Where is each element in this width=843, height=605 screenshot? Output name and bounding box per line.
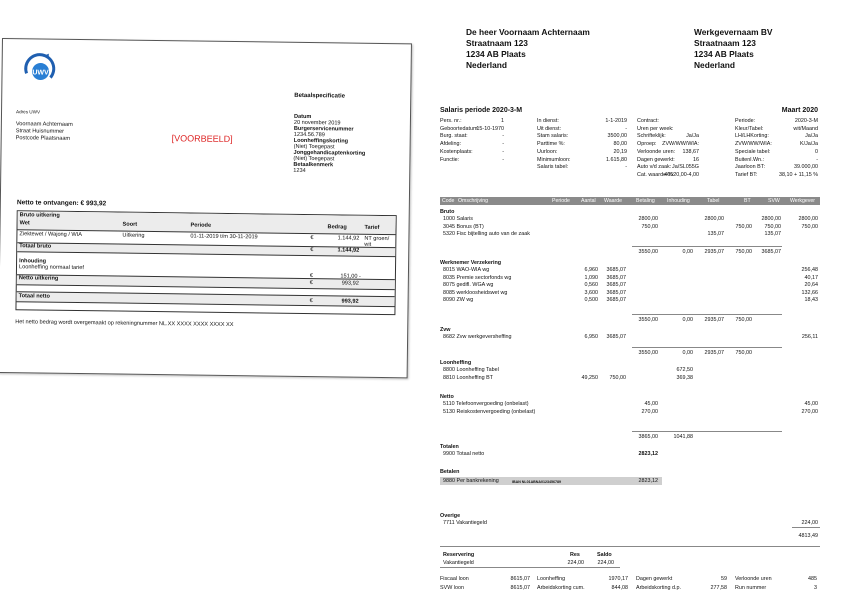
cell-inhouding: 369,38	[676, 374, 693, 381]
header-field-value: 1.615,80	[606, 156, 627, 163]
cum-value: 844,08	[611, 585, 628, 591]
iban: IBAN NL01ABNA0123456789	[512, 480, 561, 484]
col-wet: Wet	[19, 220, 30, 227]
reservation-item: Vakantiegeld	[443, 560, 474, 566]
line-item: 8800 Loonheffing Tabel	[443, 367, 499, 373]
cell-betaling: 750,00	[641, 223, 658, 230]
total-tabel: 2935,07	[704, 249, 724, 255]
header-field-label: Salaris tabel:	[537, 164, 569, 171]
col-waarde: Waarde	[604, 198, 622, 204]
header-field-value: 138,67	[682, 148, 699, 155]
row-tarief: wit	[364, 241, 372, 248]
cum-label: Run nummer	[735, 585, 767, 591]
cell-betaling: 45,00	[644, 401, 658, 407]
cell-tabel: 135,07	[707, 231, 724, 238]
inhouding-label: Inhouding	[19, 258, 47, 265]
header-field-value: -	[502, 156, 504, 163]
cell-wg: 224,00	[801, 520, 818, 526]
line-item: 8090 ZW wg	[443, 297, 474, 304]
header-field-label: Contract:	[637, 118, 659, 124]
header-field-value: -	[816, 156, 818, 163]
cell-wg: 20,64	[804, 282, 818, 289]
line-item: 1000 Salaris	[443, 216, 473, 222]
info-label: Datum	[293, 113, 312, 121]
header-field-value: -	[502, 133, 504, 140]
total-betaling: 3550,00	[638, 317, 658, 323]
section-bruto-uitkering: Bruto uitkering	[19, 212, 60, 219]
line-item: 8085 werkloosheidswet wg	[443, 289, 508, 296]
info-label: Loonheffingskorting	[293, 137, 349, 145]
header-field-value: -	[502, 141, 504, 148]
cum-value: 485	[808, 576, 817, 582]
cell-aantal: 0,560	[584, 282, 598, 289]
total-tabel: 2935,07	[704, 350, 724, 356]
cell-wg: 270,00	[801, 408, 818, 415]
uwv-payment-specification	[0, 38, 412, 378]
cell-wg: 256,48	[801, 267, 818, 273]
col-aantal: Aantal	[581, 198, 596, 204]
betaling-value: 2823,12	[638, 478, 658, 484]
header-field-label: Afdeling:	[440, 141, 461, 148]
employer-street: Straatnaam 123	[694, 38, 756, 48]
table-header-bar	[440, 197, 820, 205]
section-label: Totalen	[440, 444, 459, 450]
cum-value: 277,58	[710, 585, 727, 591]
col-tarief: Tarief	[364, 224, 380, 231]
total-inhouding: 0,00	[682, 317, 693, 323]
header-field-label: Auto v/d zaak:	[637, 164, 672, 171]
total-bt: 750,00	[735, 350, 752, 356]
total-tabel: 2935,07	[704, 317, 724, 323]
header-field-label: Kleur/Tabel:	[735, 125, 764, 132]
divider	[632, 347, 782, 348]
header-field-label: Uren per week:	[637, 125, 674, 132]
total-inhouding: 0,00	[682, 350, 693, 356]
line-item: 8015 WAO-WIA wg	[443, 267, 490, 273]
row-tarief: NT groen/	[364, 235, 390, 243]
line-item: 5110 Telefoonvergoeding (onbelast)	[443, 401, 529, 407]
total-svw: 3685,07	[761, 249, 781, 255]
row-soort: Uitkering	[122, 232, 145, 239]
cell-wg: 132,66	[801, 289, 818, 296]
info-label: Jonggehandicaptenkorting	[293, 149, 366, 157]
info-value: 20 november 2019	[293, 119, 341, 127]
header-field-value: -	[502, 148, 504, 155]
header-field-value: 40520,00-4,00	[664, 171, 699, 178]
svg-text:UWV: UWV	[32, 69, 49, 77]
slip-title: Salaris periode 2020-3-M	[440, 107, 523, 114]
info-value: 1234	[293, 167, 306, 174]
section-label: Bruto	[440, 209, 455, 215]
header-field-value: 15-10-1970	[476, 125, 504, 132]
totaal-netto-label: Totaal netto	[18, 293, 50, 300]
divider	[440, 546, 820, 547]
cell-wg: 2800,00	[798, 216, 818, 222]
cell-aantal: 6,960	[584, 267, 598, 273]
cum-label: Loonheffing	[537, 576, 566, 582]
header-field-value: 1-1-2019	[605, 118, 627, 124]
header-field-value: Ja/Ja	[805, 133, 818, 140]
total-betaling: 3550,00	[638, 350, 658, 356]
header-field-label: Tarief BT:	[735, 171, 758, 178]
example-stamp: [VOORBEELD]	[171, 133, 233, 145]
currency: €	[310, 247, 314, 254]
col-bedrag: Bedrag	[327, 224, 347, 231]
info-label: Burgerservicenummer	[293, 125, 354, 133]
header-field-label: Minimumloon:	[537, 156, 571, 163]
cell-waarde: 3685,07	[606, 297, 626, 304]
total-betaling: 3550,00	[638, 249, 658, 255]
header-field-label: Functie:	[440, 156, 460, 163]
divider	[440, 567, 620, 568]
header-field-label: Burg. staat:	[440, 133, 468, 140]
netto-to-receive: Netto te ontvangen: € 993,92	[16, 199, 107, 208]
header-field-value: 0	[815, 148, 818, 155]
header-field-label: Geboortedatum:	[440, 125, 479, 132]
header-field-value: 80,00	[613, 141, 627, 148]
res-label: Res	[570, 552, 580, 558]
header-field-label: Verloonde uren:	[637, 148, 676, 155]
line-item: 8035 Premie sectorfonds wg	[443, 274, 512, 281]
cell-tabel: 2800,00	[704, 216, 724, 222]
divider	[632, 431, 782, 432]
col-periode: Periode	[552, 198, 570, 204]
saldo-value: 224,00	[597, 560, 614, 566]
col-inhouding: Inhouding	[667, 198, 690, 204]
line-item: 3045 Bonus (BT)	[443, 223, 484, 230]
header-field-value: 2020-3-M	[794, 118, 818, 124]
sender-address: Adres UWV	[16, 109, 41, 115]
col-omschrijving: Omschrijving	[458, 198, 488, 204]
col-bt: BT	[744, 198, 751, 204]
currency: €	[309, 280, 313, 287]
header-field-label: Uurloon:	[537, 148, 558, 155]
col-soort: Soort	[122, 221, 138, 228]
total-bt: 750,00	[735, 249, 752, 255]
section-label: Loonheffing	[440, 360, 472, 366]
cum-value: 8615,07	[510, 585, 530, 591]
total-inhouding: 1041,88	[673, 434, 693, 440]
cell-bt: 750,00	[735, 223, 752, 230]
cum-label: SVW loon	[440, 585, 464, 591]
line-item: 9900 Totaal netto	[443, 451, 485, 457]
netto-uitkering-value: 993,92	[341, 280, 359, 287]
cell-wg: 18,43	[804, 297, 818, 304]
header-field-value: 38,10 + 11,15 %	[778, 171, 818, 178]
col-periode: Periode	[190, 222, 212, 229]
header-field-label: In dienst:	[537, 118, 559, 124]
header-field-label: Schrifteklijk:	[637, 133, 666, 140]
header-field-label: Stam salaris:	[537, 133, 569, 140]
info-value: 1234.56.789	[293, 131, 325, 139]
cell-wg: 750,00	[801, 223, 818, 230]
header-field-label: Buitenl.Wn.:	[735, 156, 765, 163]
divider	[632, 314, 782, 315]
total-bt: 750,00	[735, 317, 752, 323]
cum-label: Arbeidskorting d.p.	[636, 585, 681, 591]
cell-waarde: 3685,07	[606, 289, 626, 296]
header-field-label: Dagen gewerkt:	[637, 156, 675, 163]
col-svw: SVW	[768, 198, 780, 204]
header-field-value: Ja/SL055G	[672, 164, 699, 171]
currency: €	[309, 273, 314, 280]
cum-value: 3	[814, 585, 817, 591]
section-label: Werknemer Verzekering	[440, 260, 502, 266]
col-werkgever: Werkgever	[790, 198, 815, 204]
col-tabel: Tabel	[707, 198, 720, 204]
header-field-label: Kostenplaats:	[440, 148, 473, 155]
cum-label: Dagen gewerkt	[636, 576, 673, 582]
header-field-label: Parttime %:	[537, 141, 565, 148]
section-label: Zvw	[440, 327, 451, 333]
employer-city: 1234 AB Plaats	[694, 49, 754, 59]
row-wet: Ziektewet / Wajong / WIA	[19, 231, 83, 239]
line-item: 7711 Vakantiegeld	[443, 520, 487, 526]
header-field-label: ZVW/WW/WIA:	[735, 141, 772, 148]
employee-city: 1234 AB Plaats	[466, 49, 526, 59]
header-field-label: Speciale tabel:	[735, 148, 771, 155]
cell-wg: 256,11	[801, 334, 818, 340]
inhouding-item: Loonheffing normaal tarief	[18, 264, 84, 272]
header-field-label: LH/LHKorting:	[735, 133, 769, 140]
header-field-value: Ja/Ja	[686, 133, 699, 140]
reservation-header: Reservering	[443, 552, 475, 558]
header-field-value: -	[625, 125, 627, 132]
recipient-city: Postcode Plaatsnaam	[15, 135, 71, 142]
grand-total: 4813,49	[798, 533, 818, 539]
currency: €	[310, 235, 314, 242]
footer-note: Het netto bedrag wordt overgemaakt op rekeningnummer NL.XX XXXX XXXX XXXX XX	[15, 319, 234, 329]
cell-aantal: 6,950	[584, 334, 598, 340]
employee-name: De heer Voornaam Achternaam	[466, 27, 590, 37]
cum-label: Verloonde uren	[735, 576, 772, 582]
cell-waarde: 3685,07	[606, 267, 626, 273]
divider	[632, 246, 782, 247]
line-item: 8075 gedifl. WGA wg	[443, 282, 494, 289]
info-value: (Niet) Toegepast	[293, 155, 335, 163]
cell-aantal: 49,250	[581, 374, 598, 381]
cell-betaling: 2800,00	[638, 216, 658, 222]
header-field-value: ZVW/WW/WIA:	[662, 141, 699, 148]
cell-wg: 40,17	[804, 274, 818, 281]
header-field-label: Oproep:	[637, 141, 657, 148]
cell-svw: 2800,00	[761, 216, 781, 222]
header-field-value: -	[625, 164, 627, 171]
cell-waarde: 3685,07	[606, 282, 626, 289]
employer-name: Werkgevernaam BV	[694, 27, 773, 37]
employee-street: Straatnaam 123	[466, 38, 528, 48]
totaal-netto-value: 993,92	[341, 298, 359, 305]
line-item: 5320 Fisc bijtelling auto van de zaak	[443, 231, 530, 238]
res-value: 224,00	[567, 560, 584, 566]
cum-value: 8615,07	[510, 576, 530, 582]
recipient-street: Straat Huisnummer	[15, 128, 65, 135]
header-field-label: Jaarloon BT:	[735, 164, 765, 171]
employee-country: Nederland	[466, 60, 507, 70]
header-field-label: Pers. nr.:	[440, 118, 462, 124]
inhouding-value: 151,00 -	[340, 273, 361, 280]
line-item: 9880 Per bankrekening	[443, 478, 499, 484]
cell-aantal: 0,500	[584, 297, 598, 304]
cell-waarde: 750,00	[609, 374, 626, 381]
slip-month: Maart 2020	[781, 107, 818, 114]
section-label: Betalen	[440, 469, 460, 475]
cum-value: 59	[721, 576, 727, 582]
cell-betaling: 270,00	[641, 408, 658, 415]
divider	[792, 527, 820, 528]
header-field-value: K/Ja/Ja	[800, 141, 818, 148]
header-field-label: Cat. waarde-%:	[637, 171, 675, 178]
cell-waarde: 3685,07	[606, 334, 626, 340]
cum-label: Fiscaal loon	[440, 576, 469, 582]
header-field-label: Uit dienst:	[537, 125, 561, 132]
section-label: Netto	[440, 394, 454, 400]
totaal-bruto-label: Totaal bruto	[19, 243, 52, 250]
row-periode: 01-11-2019 t/m 30-11-2019	[190, 233, 258, 241]
header-field-label: Periode:	[735, 118, 756, 124]
cell-inhouding: 672,50	[676, 367, 693, 373]
row-bedrag: 1.144,92	[337, 235, 360, 242]
info-value: (Niet) Toegepast	[293, 143, 335, 151]
cell-wg: 45,00	[804, 401, 818, 407]
totaal-bruto-value: 1.144,92	[337, 247, 360, 254]
header-field-value: wit/Maand	[793, 125, 818, 132]
line-item: 8682 Zvw werkgeversheffing	[443, 334, 512, 340]
cum-label: Arbeidskorting cum.	[537, 585, 585, 591]
total-betaling: 3865,00	[638, 434, 658, 440]
cell-waarde: 3685,07	[606, 274, 626, 281]
netto-uitkering-label: Netto uitkering	[18, 275, 59, 282]
uwv-logo-icon	[18, 51, 58, 86]
recipient-name: Voornaam Achternaam	[15, 121, 73, 128]
payment-table	[15, 210, 396, 315]
col-betaling: Betaling	[636, 198, 655, 204]
cum-value: 1970,17	[608, 576, 628, 582]
cell-svw: 750,00	[764, 223, 781, 230]
header-field-value: 3500,00	[607, 133, 627, 140]
section-label: Overige	[440, 513, 461, 519]
cell-aantal: 3,600	[584, 289, 598, 296]
header-field-value: 16	[693, 156, 699, 163]
currency: €	[309, 298, 313, 305]
employer-country: Nederland	[694, 60, 735, 70]
total-inhouding: 0,00	[682, 249, 693, 255]
saldo-label: Saldo	[597, 552, 612, 558]
info-label: Betaalkenmerk	[293, 161, 334, 169]
col-code: Code	[442, 198, 455, 204]
total-netto-value: 2823,12	[638, 451, 658, 457]
cell-svw: 135,07	[764, 231, 781, 238]
header-field-value: 39.000,00	[794, 164, 818, 171]
header-field-value: 1	[501, 118, 504, 124]
line-item: 8810 Loonheffing BT	[443, 374, 493, 381]
header-field-value: 20,19	[613, 148, 627, 155]
line-item: 5130 Reiskostenvergoeding (onbelast)	[443, 408, 536, 415]
doc-title: Betaalspecificatie	[294, 92, 346, 100]
cell-aantal: 1,090	[584, 274, 598, 281]
